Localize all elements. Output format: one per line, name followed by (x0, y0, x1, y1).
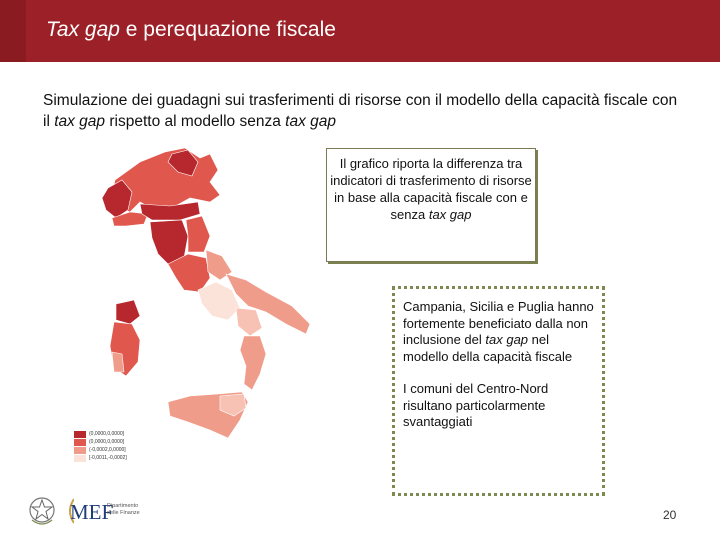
mef-logo-text: MEF (70, 500, 114, 524)
legend-label: (-0,0002,0,0000] (89, 447, 126, 453)
legend-item (74, 438, 127, 446)
legend-swatch (74, 447, 86, 454)
legend-item (74, 454, 127, 462)
map-region-calabria (240, 336, 266, 390)
callout-right (392, 286, 605, 496)
legend-item (74, 446, 127, 454)
title-accent (0, 0, 26, 62)
map-region-basilicata (236, 308, 262, 336)
mef-department-label: Dipartimento delle Finanze (107, 503, 140, 516)
legend-swatch (74, 431, 86, 438)
legend-swatch (74, 439, 86, 446)
callout-paragraph: Campania, Sicilia e Puglia hanno fortemente beneficiato dalla non inclusione del tax gap nel modello della capacità fiscale (403, 299, 594, 364)
slide-subtitle: Simulazione dei guadagni sui trasferimenti di risorse con il modello della capacità fiscale con il tax gap rispetto al modello senza tax gap (43, 92, 678, 130)
callout-paragraph: I comuni del Centro-Nord risultano particolarmente svantaggiati (403, 381, 549, 429)
title-bar (0, 0, 720, 62)
map-region-marche-umbria (186, 216, 210, 252)
callout-top: Il grafico riporta la differenza tra indicatori di trasferimento di risorse in base alla capacità fiscale con e senza tax gap (326, 148, 536, 262)
legend-label: (0,0000,0,0000] (89, 439, 125, 445)
map-region-sardinia-north (116, 300, 140, 324)
legend-item (74, 430, 127, 438)
slide-title: Tax gap e perequazione fiscale (46, 18, 336, 41)
map-legend (74, 430, 127, 462)
map-region-sardinia-sw (112, 352, 124, 372)
republic-emblem-icon (26, 494, 58, 528)
legend-label: (0,0000,0,0000] (89, 431, 125, 437)
legend-swatch (74, 455, 86, 462)
italy-map (60, 140, 330, 470)
legend-label: [-0,0011,-0,0002] (89, 455, 127, 461)
page-number: 20 (663, 508, 677, 522)
